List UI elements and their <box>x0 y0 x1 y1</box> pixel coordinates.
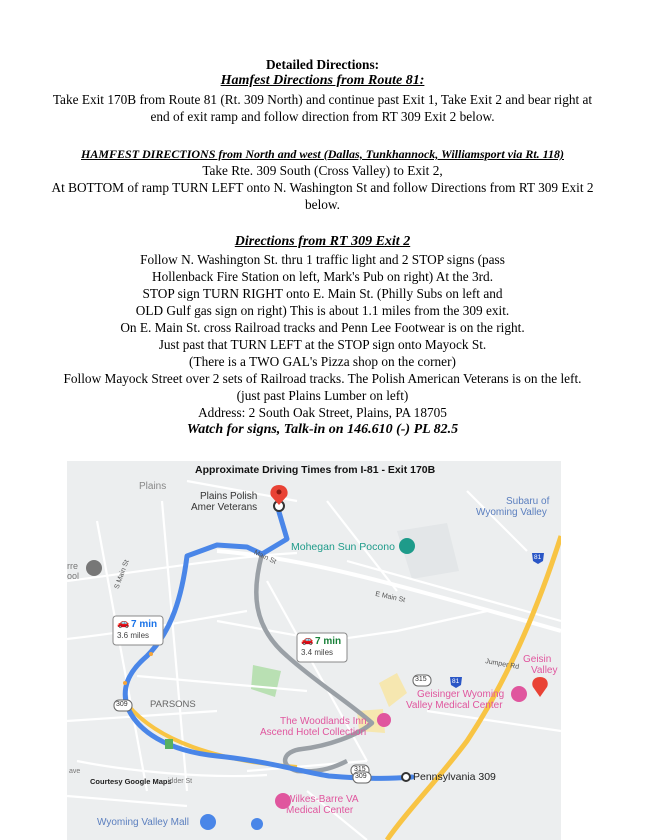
hospital-icon[interactable] <box>511 686 527 702</box>
label-wilkes-1: Wilkes-Barre VA <box>286 794 359 805</box>
blue-route-distance: 3.6 miles <box>117 631 150 640</box>
section1-line: Take Exit 170B from Route 81 (Rt. 309 North) and continue past Exit 1, Take Exit 2 and bear right at <box>52 92 593 107</box>
traffic-mark <box>123 681 127 685</box>
shield-81-a-text: 81 <box>452 678 460 685</box>
label-parsons: PARSONS <box>150 699 196 710</box>
casino-icon[interactable] <box>399 538 415 554</box>
shop-icon[interactable] <box>251 818 263 830</box>
address-line: Address: 2 South Oak Street, Plains, PA 18705 <box>198 405 447 420</box>
label-e-main-st: E Main St <box>374 590 406 605</box>
section3-line: (just past Plains Lumber on left) <box>236 388 409 403</box>
label-destination-2: Amer Veterans <box>191 502 258 513</box>
route-map[interactable] <box>67 461 561 840</box>
school-icon[interactable] <box>86 560 102 576</box>
label-pennsylvania-309: Pennsylvania 309 <box>413 771 496 783</box>
blue-route-car-icon: 🚗 <box>117 618 130 629</box>
label-plains: Plains <box>139 481 167 492</box>
hotel-icon[interactable] <box>377 713 391 727</box>
shield-315-a-text: 315 <box>354 766 366 773</box>
label-wilkes-2: Medical Center <box>286 805 354 816</box>
label-geisinger-right-2: Valley <box>531 665 558 676</box>
label-left-edge-2: ool <box>67 571 80 581</box>
section3-line: (There is a TWO GAL's Pizza shop on the corner) <box>189 354 456 369</box>
section3-line: Hollenback Fire Station on left, Mark's Pub on right) At the 3rd. <box>151 269 494 284</box>
label-courtesy: Courtesy Google Maps <box>90 777 172 786</box>
gray-route-car-icon: 🚗 <box>301 635 314 646</box>
section3-line: OLD Gulf gas sign on right) This is about 1.1 miles from the 309 exit. <box>135 303 510 318</box>
shield-309-a-text: 309 <box>116 701 128 708</box>
section3-line: Follow Mayock Street over 2 sets of Railroad tracks. The Polish American Veterans is on the left. <box>63 371 582 386</box>
label-geisinger-2: Valley Medical Center <box>406 700 503 711</box>
label-left-edge-1: rre <box>67 561 78 571</box>
label-wyoming-mall: Wyoming Valley Mall <box>97 817 189 828</box>
section3-line: On E. Main St. cross Railroad tracks and Penn Lee Footwear is on the right. <box>120 320 525 335</box>
shield-315-b-text: 315 <box>415 676 427 683</box>
label-subaru-1: Subaru of <box>506 496 550 507</box>
label-edge-ave: ave <box>69 768 81 775</box>
label-main-st: Main St <box>252 549 278 566</box>
label-mohegan: Mohegan Sun Pocono <box>291 541 395 553</box>
label-s-main-st: S Main St <box>113 559 131 590</box>
section2-line: At BOTTOM of ramp TURN LEFT onto N. Washington St and follow Directions from RT 309 Exit 2 <box>51 180 594 195</box>
label-woodlands-1: The Woodlands Inn, <box>280 716 370 727</box>
label-geisinger-1: Geisinger Wyoming <box>417 689 505 700</box>
mall-icon[interactable] <box>200 814 216 830</box>
section1-line: end of exit ramp and follow direction from RT 309 Exit 2 below. <box>150 109 495 124</box>
gray-route-time: 7 min <box>315 636 342 647</box>
section2-line: Take Rte. 309 South (Cross Valley) to Exit 2, <box>202 163 443 178</box>
section2-title: HAMFEST DIRECTIONS from North and west (Dallas, Tunkhannock, Williamsport via Rt. 118) <box>81 147 564 161</box>
section2-line: below. <box>305 197 340 212</box>
gray-route-distance: 3.4 miles <box>301 648 334 657</box>
traffic-mark <box>149 652 153 656</box>
section3-line: STOP sign TURN RIGHT onto E. Main St. (Philly Subs on left and <box>142 286 503 301</box>
transit-icon <box>165 739 173 749</box>
section3-line: Follow N. Washington St. thru 1 traffic light and 2 STOP signs (pass <box>140 252 505 267</box>
section3-line: Just past that TURN LEFT at the STOP sign onto Mayock St. <box>158 337 487 352</box>
label-subaru-2: Wyoming Valley <box>476 507 547 518</box>
label-destination-1: Plains Polish <box>200 491 258 502</box>
talk-in-line: Watch for signs, Talk-in on 146.610 (-) PL 82.5 <box>186 422 459 437</box>
page-heading: Detailed Directions: <box>265 57 380 72</box>
shield-309-b-text: 309 <box>355 773 367 780</box>
section3-title: Directions from RT 309 Exit 2 <box>234 234 411 249</box>
map-title: Approximate Driving Times from I-81 - Exit 170B <box>195 464 436 476</box>
blue-route-time: 7 min <box>131 619 158 630</box>
origin-marker[interactable] <box>402 773 410 781</box>
label-geisinger-right-1: Geisin <box>523 654 552 665</box>
section1-title: Hamfest Directions from Route 81: <box>220 73 425 88</box>
label-jumper-rd: Jumper Rd <box>484 658 520 671</box>
shield-81-b-text: 81 <box>534 554 542 561</box>
label-ridder-st: idder St <box>168 778 193 785</box>
label-woodlands-2: Ascend Hotel Collection <box>260 727 367 738</box>
